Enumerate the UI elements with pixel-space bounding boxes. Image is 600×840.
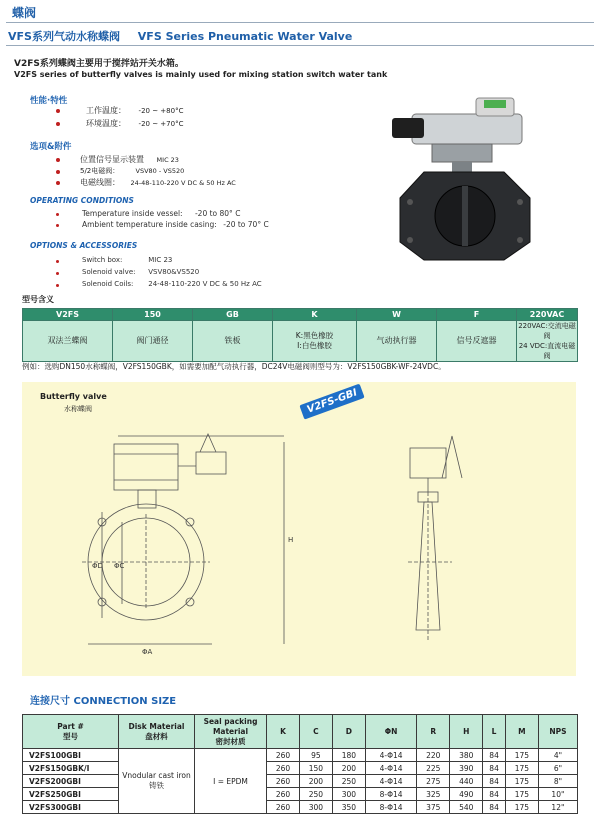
- subtitle-divider: [6, 45, 594, 46]
- cell-l: 84: [483, 762, 506, 775]
- option-value: VSV80 - VS520: [135, 167, 185, 175]
- intro-en: V2FS series of butterfly valves is mainly used for mixing station switch water tank: [14, 70, 388, 79]
- table-row: [23, 801, 578, 814]
- cell-r: 275: [417, 775, 450, 788]
- part-number: V2FS150GBK/I: [23, 762, 119, 775]
- drawing-side-actuator: [410, 448, 446, 478]
- cell-n: 4-Φ14: [365, 775, 416, 788]
- drawing-caption-cn: 水称蝶阀: [64, 405, 92, 413]
- table-row: [23, 775, 578, 788]
- cell-k: 260: [267, 762, 300, 775]
- cell-d: 250: [332, 775, 365, 788]
- cell-h: 490: [450, 788, 483, 801]
- options-en-heading: OPTIONS & ACCESSORIES: [30, 241, 138, 250]
- cell-l: 84: [483, 788, 506, 801]
- order-example: 例如：选购DN150水称蝶阀，V2FS150GBK，如需要加配气动执行器，DC24V电磁阀则型号为：V2FS150GBK-WF-24VDC。: [22, 362, 446, 371]
- perf-heading: 性能·特性: [30, 96, 68, 106]
- header-cell: W: [357, 309, 437, 321]
- cell-n: 8-Φ14: [365, 801, 416, 814]
- table-row: [23, 749, 578, 762]
- drawing-switchbox: [196, 452, 226, 474]
- bullet-icon: [56, 272, 59, 275]
- dim-label-d: ΦD: [92, 562, 103, 570]
- bullet-icon: [56, 284, 59, 287]
- cell-d: 350: [332, 801, 365, 814]
- table-row: [23, 762, 578, 775]
- body-cell: 220VAC:交流电磁阀 24 VDC:直流电磁阀: [518, 322, 576, 360]
- part-number: V2FS200GBI: [23, 775, 119, 788]
- cell-r: 225: [417, 762, 450, 775]
- cell-d: 200: [332, 762, 365, 775]
- header-cell: M: [505, 715, 538, 749]
- header-cell: C: [299, 715, 332, 749]
- intro-cn: V2FS系列蝶阀主要用于搅拌站开关水箱。: [14, 59, 184, 69]
- cell-m: 175: [505, 762, 538, 775]
- perf-value: -20 ~ +80°C: [138, 107, 184, 115]
- operating-row: [82, 220, 269, 229]
- option-en-row: [82, 256, 172, 264]
- disk-material-cn: 铸铁: [149, 781, 164, 790]
- cell-n: 4-Φ14: [365, 749, 416, 762]
- solenoid-valve: [392, 118, 424, 138]
- header-cell: F: [437, 309, 517, 321]
- option-cn-row: [80, 177, 236, 188]
- bullet-icon: [56, 181, 60, 185]
- cell-nps: 12": [538, 801, 577, 814]
- model-badge: V2FS-GBI: [299, 383, 365, 419]
- actuator-mount: [432, 144, 492, 162]
- perf-value: -20 ~ +70°C: [138, 120, 184, 128]
- part-number: V2FS300GBI: [23, 801, 119, 814]
- cell-nps: 8": [538, 775, 577, 788]
- cell-r: 325: [417, 788, 450, 801]
- seal-material-cell: I = EPDM: [195, 749, 267, 814]
- perf-label: 环境温度：: [86, 119, 126, 128]
- dim-label-h: H: [288, 536, 294, 544]
- bullet-icon: [56, 122, 60, 126]
- actuator-body: [412, 114, 522, 144]
- dim-label-c: ΦC: [114, 562, 125, 570]
- table-row: [23, 788, 578, 801]
- header-en: Disk Material: [128, 721, 185, 731]
- body-cell: 阀门通径: [113, 321, 193, 362]
- cell-h: 380: [450, 749, 483, 762]
- cell-c: 200: [299, 775, 332, 788]
- header-en: Seal packing Material: [203, 716, 258, 736]
- cell-h: 390: [450, 762, 483, 775]
- body-cell: 铁板: [193, 321, 273, 362]
- bullet-icon: [56, 109, 60, 113]
- header-cell: K: [273, 309, 357, 321]
- perf-row: [86, 105, 183, 116]
- operating-label: Temperature inside vessel:: [82, 209, 183, 218]
- drawing-caption-en: Butterfly valve: [40, 392, 107, 401]
- drawing-actuator: [114, 444, 178, 490]
- operating-heading: OPERATING CONDITIONS: [30, 196, 134, 205]
- connection-size-table: [22, 714, 578, 814]
- operating-value: -20 to 80° C: [194, 209, 241, 218]
- bolt-hole: [517, 237, 523, 243]
- header-cell: K: [267, 715, 300, 749]
- cell-l: 84: [483, 775, 506, 788]
- options-cn-heading: 选项&附件: [30, 142, 72, 152]
- header-cell: [119, 715, 195, 749]
- table-header-row: [23, 309, 578, 321]
- cell-h: 540: [450, 801, 483, 814]
- option-en-label: Solenoid valve:: [82, 268, 136, 276]
- page-title: 蝶阀: [12, 6, 37, 20]
- cell-k: 260: [267, 801, 300, 814]
- body-cell: K:黑色橡胶 I:白色橡胶: [273, 321, 357, 362]
- option-value: MIC 23: [156, 156, 179, 164]
- header-cn: 盘材料: [145, 731, 168, 741]
- cell-l: 84: [483, 801, 506, 814]
- operating-label: Ambient temperature inside casing:: [82, 220, 217, 229]
- part-number: V2FS250GBI: [23, 788, 119, 801]
- option-cn-row: [80, 166, 184, 176]
- bolt-hole: [407, 199, 413, 205]
- body-cell: 信号反遮器: [437, 321, 517, 362]
- perf-label: 工作温度：: [86, 106, 126, 115]
- option-en-value: MIC 23: [148, 256, 173, 264]
- header-cell: V2FS: [23, 309, 113, 321]
- valve-photo: [384, 92, 554, 262]
- cell-c: 95: [299, 749, 332, 762]
- cell-n: 8-Φ14: [365, 788, 416, 801]
- header-cn: 密封材质: [215, 736, 246, 746]
- bullet-icon: [56, 158, 60, 162]
- header-cell: D: [332, 715, 365, 749]
- body-cell: 双法兰蝶阀: [23, 321, 113, 362]
- cell-m: 175: [505, 749, 538, 762]
- cell-c: 150: [299, 762, 332, 775]
- series-title-cn: VFS系列气动水称蝶阀: [8, 30, 120, 43]
- bolt-hole: [407, 237, 413, 243]
- operating-value: -20 to 70° C: [223, 220, 269, 229]
- operating-row: [82, 209, 240, 218]
- cell-k: 260: [267, 749, 300, 762]
- option-cn-row: [80, 154, 179, 165]
- bullet-icon: [56, 170, 60, 174]
- dim-label-a: ΦA: [142, 648, 153, 656]
- cell-k: 260: [267, 788, 300, 801]
- header-cell: ΦN: [365, 715, 416, 749]
- bullet-icon: [56, 213, 59, 216]
- option-value: 24-48-110-220 V DC & 50 Hz AC: [130, 179, 236, 187]
- cell-m: 175: [505, 788, 538, 801]
- cell-nps: 4": [538, 749, 577, 762]
- valve-disc: [462, 186, 468, 246]
- header-cell: R: [417, 715, 450, 749]
- cell-n: 4-Φ14: [365, 762, 416, 775]
- bullet-icon: [56, 260, 59, 263]
- bolt-hole: [517, 199, 523, 205]
- table-row: [23, 321, 578, 362]
- header-en: Part #: [57, 721, 84, 731]
- cell-r: 220: [417, 749, 450, 762]
- cell-c: 250: [299, 788, 332, 801]
- cell-nps: 6": [538, 762, 577, 775]
- indicator-window: [484, 100, 506, 108]
- bullet-icon: [56, 224, 59, 227]
- series-title-en: VFS Series Pneumatic Water Valve: [137, 30, 353, 43]
- header-cell: [23, 715, 119, 749]
- cell-nps: 10": [538, 788, 577, 801]
- cell-d: 180: [332, 749, 365, 762]
- option-label: 位置信号显示装置: [80, 155, 144, 164]
- header-cell: 220VAC: [517, 309, 578, 321]
- header-cn: 型号: [63, 731, 78, 741]
- body-cell: 气动执行器: [357, 321, 437, 362]
- cell-r: 375: [417, 801, 450, 814]
- cell-k: 260: [267, 775, 300, 788]
- model-meaning-label: 型号含义: [22, 295, 54, 304]
- technical-drawing: [22, 382, 576, 676]
- cell-c: 300: [299, 801, 332, 814]
- disk-material-cell: [119, 749, 195, 814]
- model-meaning-table: [22, 308, 578, 362]
- option-en-value: VSV80&VS520: [148, 268, 200, 276]
- cell-h: 440: [450, 775, 483, 788]
- option-en-row: [82, 280, 262, 288]
- header-cell: 150: [113, 309, 193, 321]
- cell-l: 84: [483, 749, 506, 762]
- option-en-row: [82, 268, 199, 276]
- option-en-label: Solenoid Coils:: [82, 280, 134, 288]
- cell-d: 300: [332, 788, 365, 801]
- option-en-value: 24-48-110-220 V DC & 50 Hz AC: [148, 280, 262, 288]
- header-cell: NPS: [538, 715, 577, 749]
- option-en-label: Switch box:: [82, 256, 123, 264]
- header-divider: [6, 22, 594, 23]
- header-cell: H: [450, 715, 483, 749]
- connection-title: 连接尺寸 CONNECTION SIZE: [30, 696, 177, 707]
- part-number: V2FS100GBI: [23, 749, 119, 762]
- table-header-row: [23, 715, 578, 749]
- series-title: [8, 28, 352, 44]
- header-cell: L: [483, 715, 506, 749]
- cell-m: 175: [505, 775, 538, 788]
- cell-m: 175: [505, 801, 538, 814]
- header-cell: [195, 715, 267, 749]
- option-label: 电磁线圈：: [80, 178, 120, 187]
- header-cell: GB: [193, 309, 273, 321]
- disk-material-en: Vnodular cast iron: [122, 771, 191, 780]
- perf-row: [86, 118, 183, 129]
- option-label: 5/2电磁阀：: [80, 167, 120, 175]
